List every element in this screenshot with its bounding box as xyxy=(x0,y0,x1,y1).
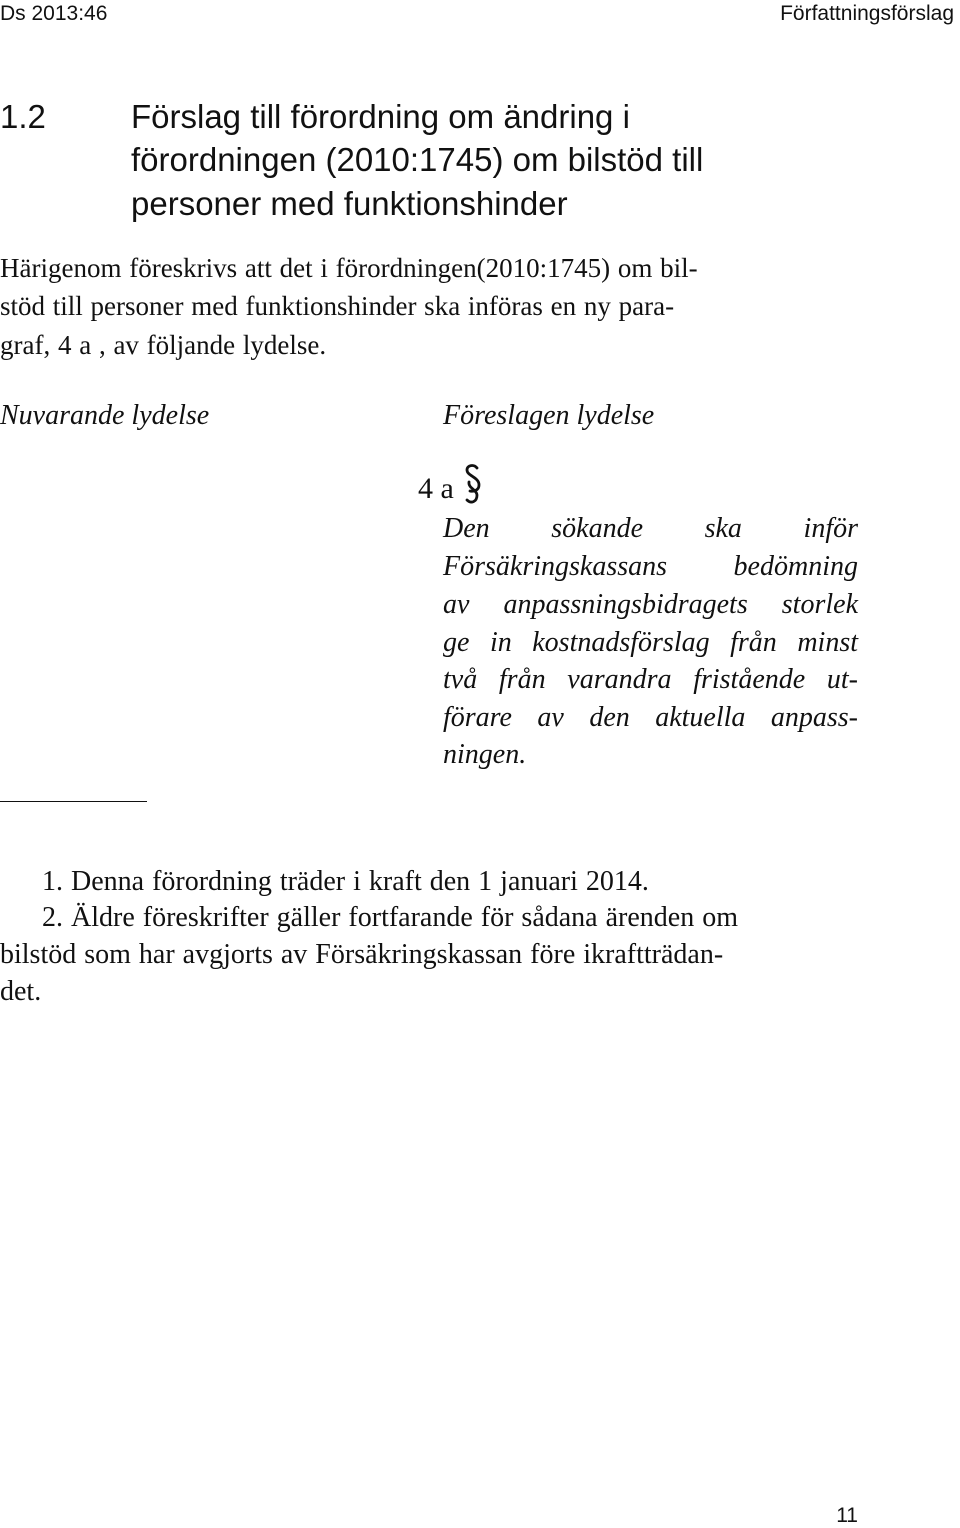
transitional-provision-line: 1. Denna förordning träder i kraft den 1 januari 2014. xyxy=(42,866,649,897)
column-heading-proposed: Föreslagen lydelse xyxy=(443,400,655,431)
intro-text-line: stöd till personer med funktionshinder ska införas en ny para- xyxy=(0,291,675,321)
header-document-id: Ds 2013:46 xyxy=(0,2,108,25)
transitional-provision-line: 2. Äldre föreskrifter gäller fortfarande för sådana ärenden om xyxy=(42,902,738,933)
section-title-line: Förslag till förordning om ändring i xyxy=(131,98,630,135)
proposed-text-line: Försäkringskassans bedömning xyxy=(443,551,858,582)
page-number: 11 xyxy=(836,1504,858,1527)
separator-rule xyxy=(0,801,147,802)
section-title-line: personer med funktionshinder xyxy=(131,185,568,222)
section-title-line: förordningen (2010:1745) om bilstöd till xyxy=(131,141,704,178)
proposed-text-line: ge in kostnadsförslag från minst xyxy=(443,627,858,658)
proposed-text-line: två från varandra fristående ut- xyxy=(443,664,858,695)
column-heading-current: Nuvarande lydelse xyxy=(0,400,210,431)
proposed-text-line: Den sökande ska inför xyxy=(443,513,858,544)
section-number: 1.2 xyxy=(0,98,46,135)
header-section-title: Författningsförslag xyxy=(780,2,954,25)
section-sign-icon xyxy=(463,462,483,510)
intro-text-line: graf, 4 a , av följande lydelse. xyxy=(0,330,327,360)
intro-text-line: Härigenom föreskrivs att det i förordningen(2010:1745) om bil- xyxy=(0,253,698,283)
proposed-text-line: av anpassningsbidragets storlek xyxy=(443,589,858,620)
proposed-text-line: förare av den aktuella anpass- xyxy=(443,702,858,733)
transitional-provision-line: det. xyxy=(0,976,42,1007)
proposed-text-line: ningen. xyxy=(443,739,527,770)
paragraph-label: 4 a xyxy=(418,472,454,505)
transitional-provision-line: bilstöd som har avgjorts av Försäkringskassan före ikraftträdan- xyxy=(0,939,724,970)
